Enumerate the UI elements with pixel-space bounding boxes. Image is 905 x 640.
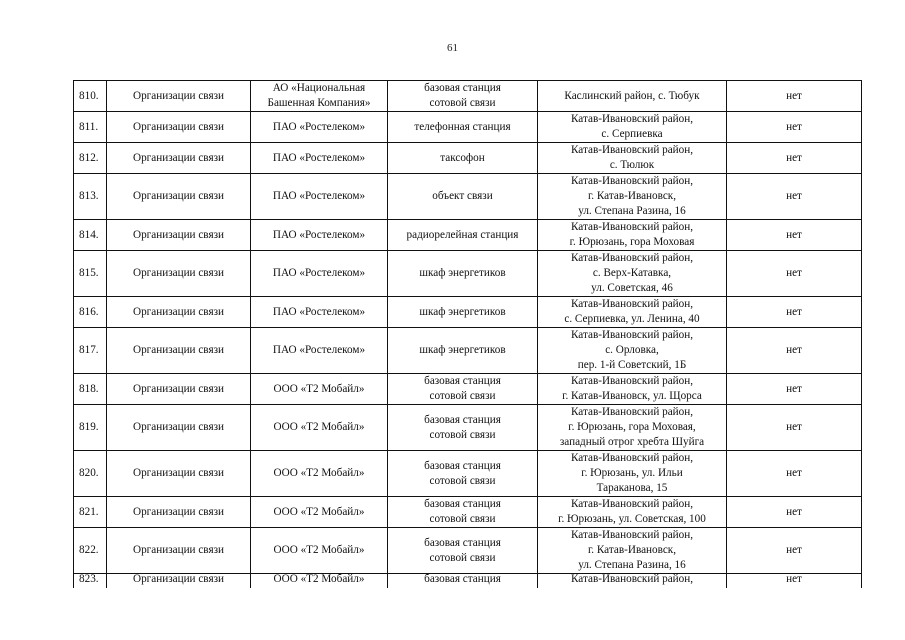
row-organization (251, 451, 388, 497)
row-address (538, 528, 727, 574)
row-object-line: сотовой связи (429, 428, 496, 441)
table-row (74, 251, 862, 297)
row-flag: нет (727, 451, 862, 497)
row-address-line: с. Серпиевка (601, 128, 663, 140)
row-address (538, 497, 727, 528)
row-address-line: ул. Степана Разина, 16 (578, 559, 686, 571)
row-number: 822. (74, 528, 107, 574)
row-address-line: пер. 1-й Советский, 1Б (577, 359, 687, 371)
row-organization (251, 297, 388, 328)
row-object-line: шкаф энергетиков (419, 344, 506, 356)
row-category: Организации связи (107, 81, 251, 112)
row-object-line: базовая станция (424, 536, 501, 549)
table-row (74, 81, 862, 112)
row-address (538, 328, 727, 374)
row-object (388, 220, 538, 251)
row-address (538, 297, 727, 328)
row-organization-line: ПАО «Ростелеком» (272, 344, 366, 356)
row-object-line: базовая станция (424, 375, 501, 387)
row-object (388, 405, 538, 451)
row-organization-line: ПАО «Ростелеком» (272, 267, 366, 279)
table-row (74, 143, 862, 174)
row-category: Организации связи (107, 451, 251, 497)
row-number: 823. (74, 574, 107, 588)
row-object-line: базовая станция (424, 498, 501, 510)
row-object (388, 251, 538, 297)
row-number: 816. (74, 297, 107, 328)
row-address-line: Катав-Ивановский район, (570, 221, 694, 233)
row-address-line: Катав-Ивановский район, (570, 298, 694, 310)
row-category: Организации связи (107, 528, 251, 574)
row-address (538, 405, 727, 451)
row-address-line: Катав-Ивановский район, (570, 573, 694, 585)
row-object (388, 174, 538, 220)
row-address-line: Катав-Ивановский район, (570, 375, 694, 387)
row-number: 812. (74, 143, 107, 174)
row-address-line: г. Юрюзань, ул. Ильи (581, 467, 683, 479)
row-address-line: с. Верх-Катавка, (592, 267, 672, 279)
row-address-line: г. Катав-Ивановск, (587, 190, 677, 202)
row-category: Организации связи (107, 220, 251, 251)
row-number: 818. (74, 374, 107, 405)
row-object (388, 297, 538, 328)
row-object (388, 112, 538, 143)
table-row (74, 174, 862, 220)
table-row (74, 220, 862, 251)
row-object-line: базовая станция (424, 413, 501, 426)
row-number: 819. (74, 405, 107, 451)
row-organization (251, 143, 388, 174)
row-flag: нет (727, 374, 862, 405)
row-object (388, 528, 538, 574)
row-organization (251, 220, 388, 251)
row-address-line: Катав-Ивановский район, (570, 144, 694, 156)
row-address-line: с. Серпиевка, ул. Ленина, 40 (564, 313, 700, 325)
row-address (538, 374, 727, 405)
row-object-line: шкаф энергетиков (419, 305, 506, 318)
row-category: Организации связи (107, 251, 251, 297)
row-organization (251, 574, 388, 588)
row-organization-line: ООО «Т2 Мобайл» (273, 505, 365, 518)
row-category: Организации связи (107, 297, 251, 328)
row-organization (251, 81, 388, 112)
row-address-line: ул. Степана Разина, 16 (578, 205, 686, 217)
row-organization (251, 497, 388, 528)
table-row (74, 497, 862, 528)
row-address-line: Катав-Ивановский район, (570, 529, 694, 541)
row-flag: нет (727, 297, 862, 328)
row-object-line: радиорелейная станция (406, 228, 519, 241)
table-row (74, 328, 862, 374)
row-object-line: сотовой связи (429, 513, 496, 525)
row-category: Организации связи (107, 174, 251, 220)
table-row (74, 528, 862, 574)
row-address (538, 251, 727, 297)
row-organization-line: ПАО «Ростелеком» (272, 120, 366, 133)
row-flag: нет (727, 251, 862, 297)
row-address-line: г. Юрюзань, ул. Советская, 100 (558, 513, 706, 525)
row-object-line: базовая станция (424, 573, 501, 585)
row-address-line: г. Катав-Ивановск, (587, 544, 677, 556)
row-organization-line: ПАО «Ростелеком» (272, 151, 366, 164)
row-flag: нет (727, 497, 862, 528)
row-number: 817. (74, 328, 107, 374)
row-object-line: сотовой связи (429, 390, 496, 402)
row-address-line: ул. Советская, 46 (591, 282, 673, 294)
row-object-line: шкаф энергетиков (419, 267, 506, 279)
row-address (538, 112, 727, 143)
row-category: Организации связи (107, 574, 251, 588)
row-address (538, 220, 727, 251)
row-organization-line: АО «Национальная (272, 82, 366, 94)
row-address (538, 143, 727, 174)
row-object (388, 81, 538, 112)
row-number: 820. (74, 451, 107, 497)
row-address (538, 81, 727, 112)
row-organization-line: ООО «Т2 Мобайл» (273, 421, 365, 433)
row-organization (251, 528, 388, 574)
row-address-line: Катав-Ивановский район, (570, 329, 694, 341)
row-object-line: объект связи (432, 190, 493, 202)
row-organization-line: ПАО «Ростелеком» (272, 228, 366, 241)
row-address-line: Катав-Ивановский район, (570, 498, 694, 510)
row-address (538, 174, 727, 220)
row-number: 813. (74, 174, 107, 220)
row-object-line: базовая станция (424, 82, 501, 94)
row-flag: нет (727, 528, 862, 574)
row-organization (251, 112, 388, 143)
row-object (388, 143, 538, 174)
row-object-line: сотовой связи (429, 474, 496, 487)
row-category: Организации связи (107, 497, 251, 528)
table-row (74, 451, 862, 497)
row-flag: нет (727, 112, 862, 143)
row-organization-line: ПАО «Ростелеком» (272, 190, 366, 202)
row-category: Организации связи (107, 405, 251, 451)
row-address-line: западный отрог хребта Шуйга (559, 436, 705, 448)
table-row (74, 112, 862, 143)
row-address-line: Каслинский район, с. Тюбук (564, 89, 700, 102)
row-object (388, 328, 538, 374)
row-object (388, 497, 538, 528)
row-object (388, 451, 538, 497)
row-address-line: с. Орловка, (605, 344, 659, 356)
page-number: 61 (447, 42, 458, 54)
row-flag: нет (727, 220, 862, 251)
row-organization-line: ООО «Т2 Мобайл» (273, 573, 365, 585)
row-organization (251, 251, 388, 297)
row-organization (251, 374, 388, 405)
row-address-line: Тараканова, 15 (596, 482, 668, 494)
table-row (74, 574, 862, 588)
row-category: Организации связи (107, 328, 251, 374)
registry-body (74, 81, 862, 588)
row-object (388, 574, 538, 588)
row-address-line: с. Тюлюк (609, 159, 655, 171)
table-row (74, 374, 862, 405)
row-object-line: телефонная станция (414, 120, 511, 133)
row-address-line: г. Юрюзань, гора Моховая, (568, 421, 696, 433)
row-organization-line: ПАО «Ростелеком» (272, 305, 366, 318)
row-flag: нет (727, 174, 862, 220)
row-organization (251, 405, 388, 451)
row-address-line: г. Юрюзань, гора Моховая (569, 236, 695, 248)
row-flag: нет (727, 143, 862, 174)
row-object-line: сотовой связи (429, 97, 496, 109)
row-address-line: Катав-Ивановский район, (570, 252, 694, 264)
row-object-line: базовая станция (424, 459, 501, 472)
row-category: Организации связи (107, 143, 251, 174)
row-number: 810. (74, 81, 107, 112)
registry-table (73, 80, 862, 588)
row-organization (251, 328, 388, 374)
row-flag: нет (727, 81, 862, 112)
row-object (388, 374, 538, 405)
row-category: Организации связи (107, 112, 251, 143)
row-number: 815. (74, 251, 107, 297)
row-number: 821. (74, 497, 107, 528)
row-address-line: Катав-Ивановский район, (570, 452, 694, 464)
row-category: Организации связи (107, 374, 251, 405)
row-organization-line: ООО «Т2 Мобайл» (273, 467, 365, 479)
row-address-line: г. Катав-Ивановск, ул. Щорса (562, 390, 702, 402)
row-flag: нет (727, 574, 862, 588)
row-flag: нет (727, 328, 862, 374)
row-object-line: таксофон (440, 151, 485, 164)
table-row (74, 405, 862, 451)
row-number: 811. (74, 112, 107, 143)
row-organization-line: ООО «Т2 Мобайл» (273, 544, 365, 556)
row-organization-line: ООО «Т2 Мобайл» (273, 382, 365, 395)
row-address-line: Катав-Ивановский район, (570, 406, 694, 418)
row-organization (251, 174, 388, 220)
row-number: 814. (74, 220, 107, 251)
table-row (74, 297, 862, 328)
row-flag: нет (727, 405, 862, 451)
row-organization-line: Башенная Компания» (267, 97, 371, 109)
row-object-line: сотовой связи (429, 551, 496, 564)
row-address (538, 451, 727, 497)
row-address-line: Катав-Ивановский район, (570, 175, 694, 187)
row-address (538, 574, 727, 588)
row-address-line: Катав-Ивановский район, (570, 113, 694, 125)
